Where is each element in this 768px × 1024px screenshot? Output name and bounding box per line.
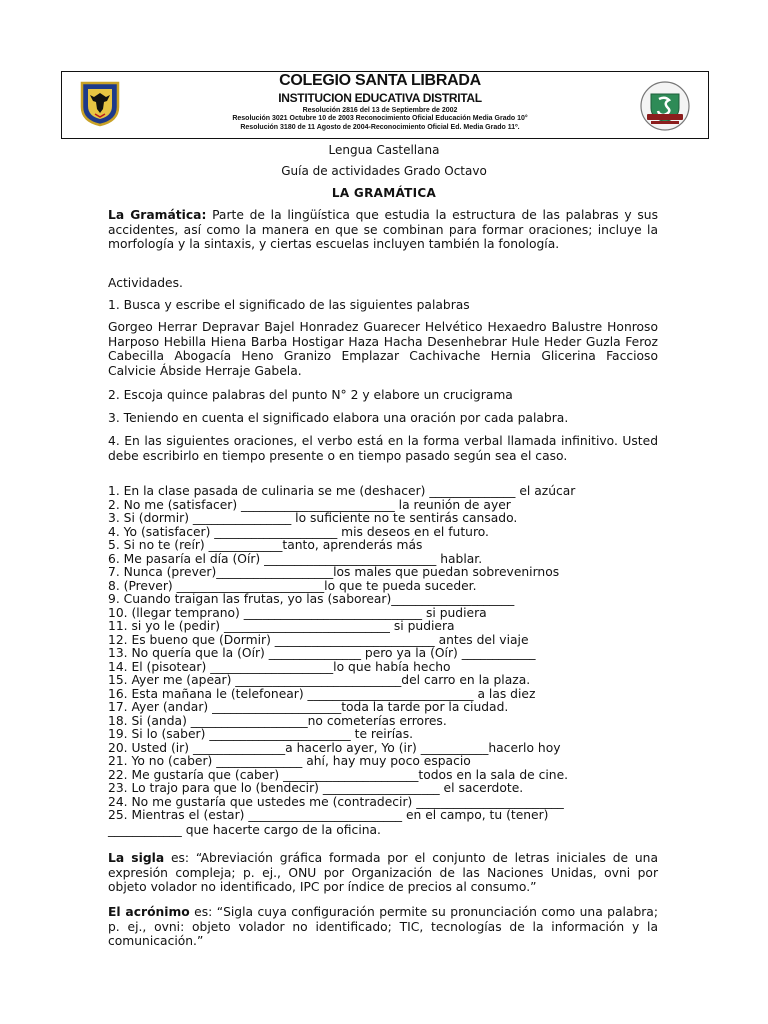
activity-item-1: 1. Busca y escribe el significado de las siguientes palabras <box>108 298 470 312</box>
exercise-list <box>108 485 668 823</box>
exercise-item: 4. Yo (satisfacer) ____________________ mis deseos en el futuro. <box>108 524 489 539</box>
exercise-item: 25. Mientras el (estar) _________________________ en el campo, tu (tener) <box>108 808 549 822</box>
definition-text: Parte de la lingüística que estudia la estructura de las palabras y sus accidentes, así como la manera en que se combinan para formar oraciones; incluye la morfología y la sintaxis, y ciertas escuelas incluyen también la fonología. <box>108 208 658 252</box>
exercise-item: 19. Si lo (saber) _______________________ te reirías. <box>108 727 414 741</box>
sigla-label: La sigla <box>108 851 165 865</box>
exercise-item: 18. Si (anda) ___________________no cometerías errores. <box>108 713 447 728</box>
definition-paragraph <box>108 208 658 252</box>
resolution-line-3: Resolución 3180 de 11 Agosto de 2004-Reconocimiento Oficial Ed. Media Grado 11º. <box>240 124 520 131</box>
activity-item-2: 2. Escoja quince palabras del punto N° 2 y elabore un crucigrama <box>108 388 513 402</box>
exercise-item: 20. Usted (ir) _______________a hacerlo ayer, Yo (ir) ___________hacerlo hoy <box>108 740 561 755</box>
word-list: Gorgeo Herrar Depravar Bajel Honradez Guarecer Helvético Hexaedro Balustre Honroso Harposo Hebilla Hiena Barba Hostigar Haza Hacha Desenhebrar Hule Heder Guzla Feroz Cabecilla Abogacía Heno Granizo Emplazar Cachivache Hernia Glicerina Faccioso Calvicie Ábside Herraje Gabela. <box>108 320 658 378</box>
page-title: LA GRAMÁTICA <box>331 186 437 200</box>
coat-of-arms-icon <box>80 81 120 127</box>
exercise-item: 16. Esta mañana le (telefonear) ___________________________ a las diez <box>108 686 536 701</box>
exercise-item: 22. Me gustaría que (caber) ______________________todos en la sala de cine. <box>108 767 569 782</box>
sigla-paragraph <box>108 851 658 895</box>
sigla-text: es: “Abreviación gráfica formada por el conjunto de letras iniciales de una expresión compleja; p. ej., ONU por Organización de las Naciones Unidas, ovni por objeto volador no identificado, IPC por índice de precios al consumo.” <box>108 851 658 895</box>
activity-item-3: 3. Teniendo en cuenta el significado elabora una oración por cada palabra. <box>108 411 569 425</box>
exercise-item: 17. Ayer (andar) _____________________toda la tarde por la ciudad. <box>108 700 509 714</box>
exercise-item: 6. Me pasaría el día (Oír) ____________________________ hablar. <box>108 551 483 566</box>
exercise-continuation: ____________ que hacerte cargo de la oficina. <box>108 823 381 837</box>
exercise-item: 15. Ayer me (apear) ___________________________del carro en la plaza. <box>108 673 531 687</box>
exercise-item: 2. No me (satisfacer) _________________________ la reunión de ayer <box>108 497 511 512</box>
acronimo-paragraph <box>108 905 658 949</box>
exercise-item: 12. Es bueno que (Dormir) __________________________ antes del viaje <box>108 632 529 647</box>
exercise-item: 11. si yo le (pedir) ___________________________ si pudiera <box>108 619 455 633</box>
exercise-item: 3. Si (dormir) ________________ lo suficiente no te sentirás cansado. <box>108 511 518 525</box>
exercise-item: 7. Nunca (prever)___________________los males que puedan sobrevenirnos <box>108 565 560 579</box>
activities-heading: Actividades. <box>108 276 183 290</box>
acronimo-text: es: “Sigla cuya configuración permite su pronunciación como una palabra; p. ej., ovni: objeto volador no identificado; TIC, tecnologías de la información y la comunicación.” <box>108 905 658 949</box>
subject-title: Lengua Castellana <box>328 143 440 157</box>
exercise-item: 5. Si no te (reír) ____________tanto, aprenderás más <box>108 538 423 552</box>
activity-item-4: 4. En las siguientes oraciones, el verbo está en la forma verbal llamada infinitivo. Usted debe escribirlo en tiempo presente o en tiempo pasado según sea el caso. <box>108 434 658 463</box>
resolution-line-1: Resolución 2816 del 13 de Septiembre de 2002 <box>302 107 458 114</box>
acronimo-label: El acrónimo <box>108 905 190 919</box>
exercise-item: 13. No quería que la (Oír) _______________ pero ya la (Oír) ____________ <box>108 646 536 660</box>
exercise-item: 9. Cuando traigan las frutas, yo las (saborear)____________________ <box>108 592 515 606</box>
exercise-item: 1. En la clase pasada de culinaria se me (deshacer) ______________ el azúcar <box>108 484 576 498</box>
exercise-item: 8. (Prever) ________________________lo que te pueda suceder. <box>108 578 477 593</box>
exercise-item: 14. El (pisotear) ____________________lo que había hecho <box>108 659 451 674</box>
exercise-item: 10. (llegar temprano) _____________________________ si pudiera <box>108 605 487 620</box>
school-name: COLEGIO SANTA LIBRADA <box>279 72 481 89</box>
guide-title: Guía de actividades Grado Octavo <box>281 164 487 178</box>
school-emblem-icon <box>639 80 691 132</box>
resolution-line-2: Resolución 3021 Octubre 10 de 2003 Reconocimiento Oficial Educación Media Grado 10° <box>232 115 528 122</box>
exercise-item: 23. Lo trajo para que lo (bendecir) ___________________ el sacerdote. <box>108 781 524 795</box>
exercise-item: 24. No me gustaría que ustedes me (contradecir) ________________________ <box>108 794 564 809</box>
exercise-item: 21. Yo no (caber) ______________ ahí, hay muy poco espacio <box>108 754 471 768</box>
institution-name: INSTITUCION EDUCATIVA DISTRITAL <box>278 91 482 105</box>
definition-label: La Gramática: <box>108 208 207 222</box>
